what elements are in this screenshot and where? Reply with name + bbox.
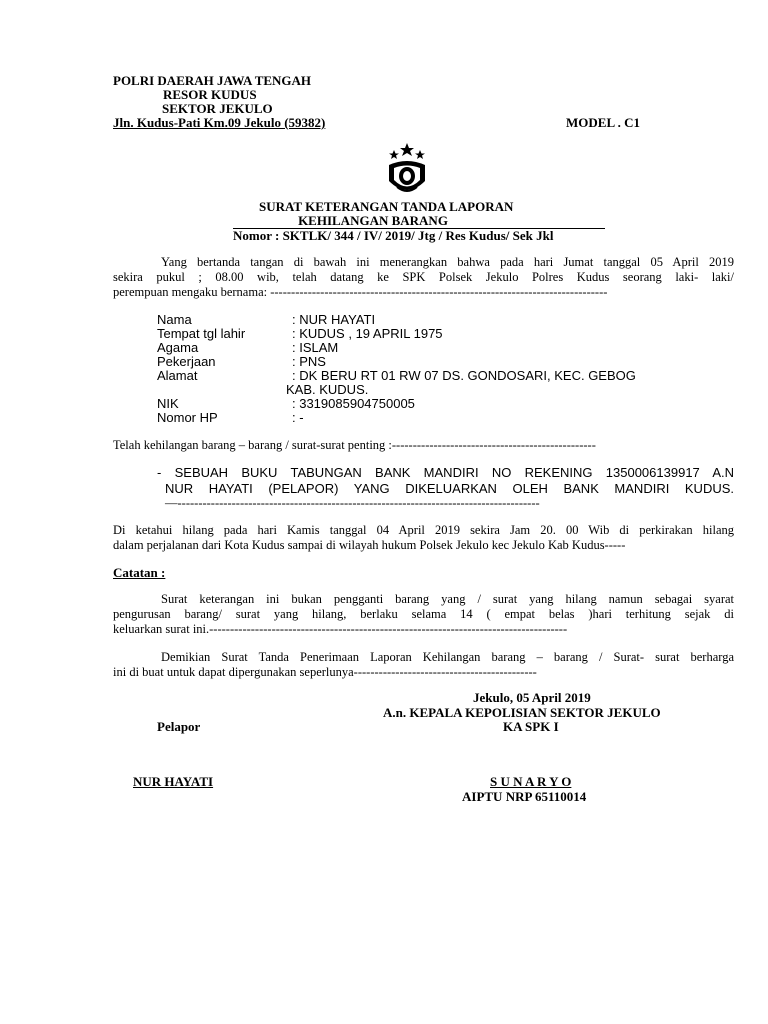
alamat-value: : DK BERU RT 01 RW 07 DS. GONDOSARI, KEC. GEBOG [292, 368, 636, 383]
identity-row-alamat [157, 368, 636, 383]
nama-value: : NUR HAYATI [292, 312, 376, 327]
ttl-label: Tempat tgl lahir [157, 326, 246, 341]
intro-line1: Yang bertanda tangan di bawah ini menerangkan bahwa pada hari Jumat tanggal 05 April 2019 [161, 255, 734, 269]
identity-row-ttl [157, 326, 443, 341]
model-code: MODEL . C1 [566, 115, 641, 130]
detail-line1: Di ketahui hilang pada hari Kamis tanggal 04 April 2019 sekira Jam 20. 00 Wib di perkirakan hilang [113, 523, 734, 537]
identity-row-nik [157, 396, 415, 411]
nik-value: : 3319085904750005 [292, 396, 415, 411]
letterhead-address: Jln. Kudus-Pati Km.09 Jekulo (59382) [113, 115, 326, 130]
officer-rank: AIPTU NRP 65110014 [462, 789, 587, 804]
nik-label: NIK [157, 396, 179, 411]
title-line2-text: KEHILANGAN BARANG [298, 213, 448, 228]
lost-intro: Telah kehilangan barang – barang / surat-surat penting :------------------------------------------------- [113, 438, 596, 452]
catatan-line3: keluarkan surat ini.-------------------------------------------------------------------------------------- [113, 622, 568, 636]
catatan-line1: Surat keterangan ini bukan pengganti barang yang / surat yang hilang namun sebagai syarat [161, 592, 734, 606]
officer-name: S U N A R Y O [490, 774, 572, 789]
lost-item-line2: NUR HAYATI (PELAPOR) YANG DIKELUARKAN OLEH BANK MANDIRI KUDUS. [165, 481, 734, 496]
identity-row-pekerjaan [157, 354, 326, 369]
pekerjaan-label: Pekerjaan [157, 354, 216, 369]
catatan-line2: pengurusan barang/ surat yang hilang, berlaku selama 14 ( empat belas )hari terhitung sejak di [113, 607, 734, 621]
closing-line1: Demikian Surat Tanda Penerimaan Laporan Kehilangan barang – barang / Surat- surat berharga [161, 650, 734, 664]
intro-line3: perempuan mengaku bernama: --------------------------------------------------------------------------------- [113, 285, 608, 299]
hp-label: Nomor HP [157, 410, 218, 425]
agama-label: Agama [157, 340, 199, 355]
catatan-heading: Catatan : [113, 565, 166, 580]
place-date: Jekulo, 05 April 2019 [473, 690, 591, 705]
identity-row-hp [157, 410, 304, 425]
police-emblem-icon [383, 141, 431, 199]
ttl-value: : KUDUS , 19 APRIL 1975 [292, 326, 443, 341]
nama-label: Nama [157, 312, 192, 327]
alamat-value-line2: KAB. KUDUS. [286, 382, 369, 397]
on-behalf: A.n. KEPALA KEPOLISIAN SEKTOR JEKULO [383, 705, 661, 720]
hp-value: : - [292, 410, 304, 425]
letterhead-line1: POLRI DAERAH JAWA TENGAH [113, 73, 312, 88]
reporter-name: NUR HAYATI [133, 774, 214, 789]
identity-row-nama [157, 312, 375, 327]
reporter-label: Pelapor [157, 719, 201, 734]
letterhead-line3: SEKTOR JEKULO [162, 101, 273, 116]
letterhead-line2: RESOR KUDUS [163, 87, 257, 102]
lost-item-line1: - SEBUAH BUKU TABUNGAN BANK MANDIRI NO REKENING 1350006139917 A.N [157, 465, 734, 480]
title-line2 [233, 213, 605, 229]
closing-line2: ini di buat untuk dapat dipergunakan seperlunya-------------------------------------------- [113, 665, 537, 679]
report-number: Nomor : SKTLK/ 344 / IV/ 2019/ Jtg / Res Kudus/ Sek Jkl [233, 228, 554, 243]
identity-row-agama [157, 340, 338, 355]
title-line1: SURAT KETERANGAN TANDA LAPORAN [259, 199, 514, 214]
lost-item-line3: —--------------------------------------------------------------------------------------- [165, 496, 540, 510]
pekerjaan-value: : PNS [292, 354, 326, 369]
agama-value: : ISLAM [292, 340, 339, 355]
intro-line2: sekira pukul ; 08.00 wib, telah datang ke SPK Polsek Jekulo Polres Kudus seorang laki- laki/ [113, 270, 734, 284]
detail-line2: dalam perjalanan dari Kota Kudus sampai di wilayah hukum Polsek Jekulo kec Jekulo Kab Kudus----- [113, 538, 626, 552]
officer-position: KA SPK I [503, 719, 559, 734]
alamat-label: Alamat [157, 368, 198, 383]
